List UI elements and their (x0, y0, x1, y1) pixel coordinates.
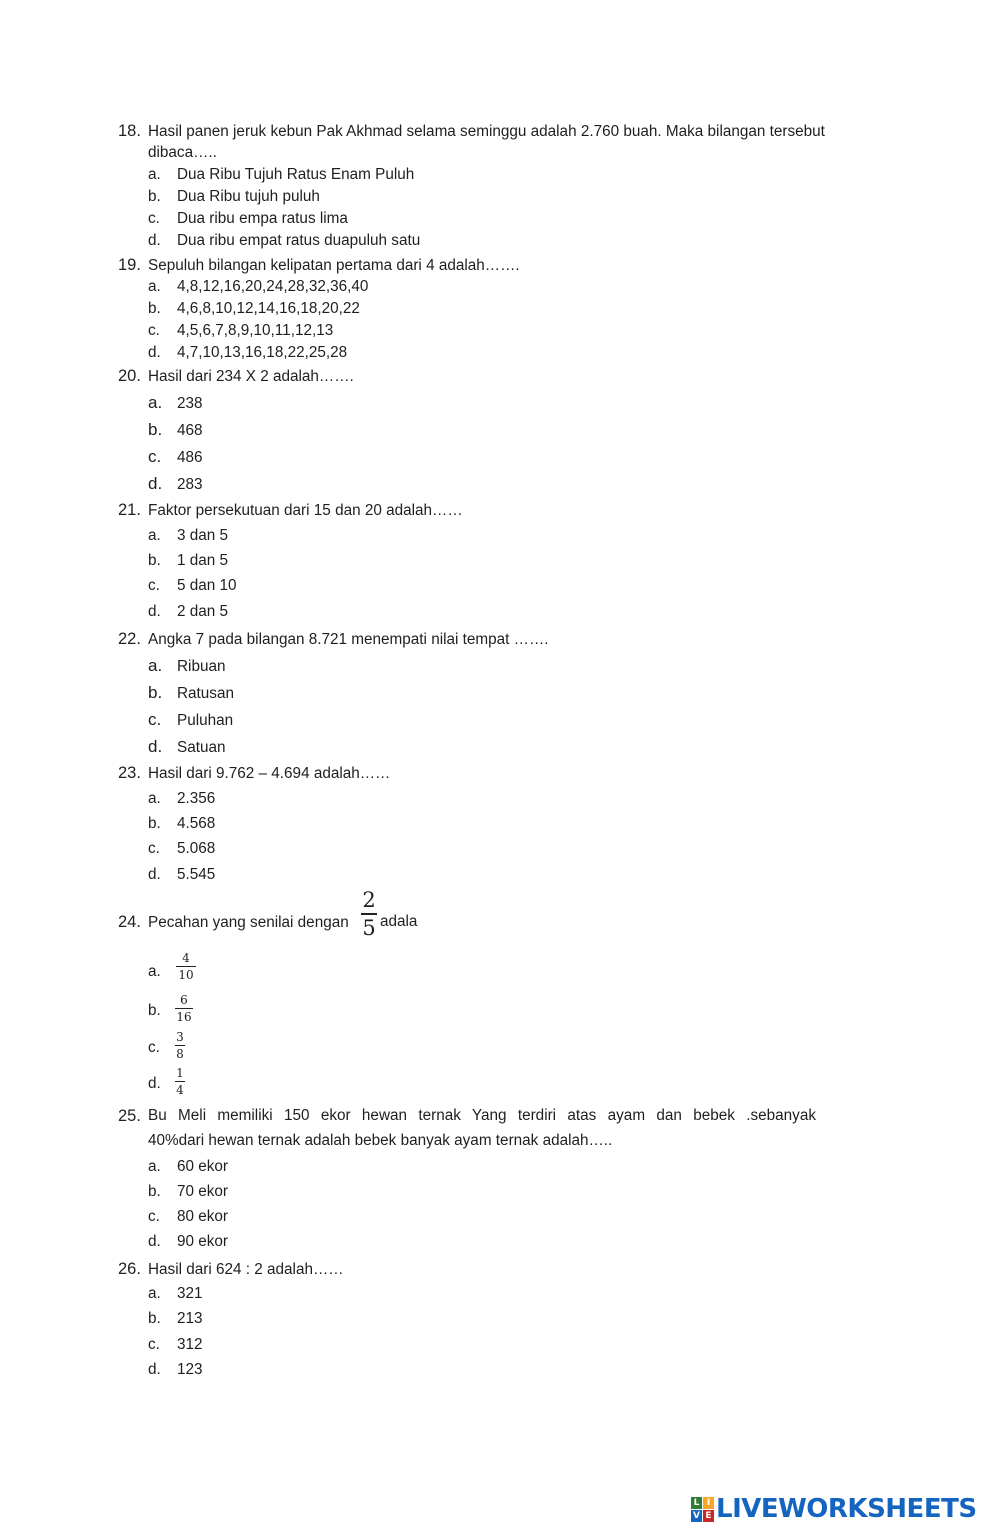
option-25c[interactable] (148, 1206, 228, 1228)
option-24d-fraction (175, 1066, 185, 1097)
option-text: 321 (177, 1285, 203, 1302)
question-26 (118, 1258, 344, 1281)
option-20a[interactable] (148, 392, 203, 415)
option-text: 4,7,10,13,16,18,22,25,28 (177, 344, 348, 361)
option-letter: d. (148, 866, 161, 883)
option-21c[interactable] (148, 575, 237, 597)
option-20c[interactable] (148, 446, 203, 469)
option-21b[interactable] (148, 550, 228, 572)
fraction-denominator: 16 (176, 1010, 192, 1024)
fraction-numerator: 2 (362, 888, 376, 912)
fraction-numerator: 1 (176, 1066, 184, 1080)
option-text: Ribuan (177, 658, 226, 675)
option-letter: a. (148, 527, 161, 544)
fraction-denominator: 8 (176, 1047, 184, 1061)
option-letter: a. (148, 656, 163, 675)
option-18b[interactable] (148, 186, 320, 208)
option-text: 312 (177, 1336, 203, 1353)
option-24c[interactable] (148, 1037, 177, 1059)
question-stem: Hasil dari 9.762 – 4.694 adalah…… (148, 765, 391, 782)
option-19b[interactable] (148, 298, 360, 320)
fraction-bar (361, 913, 377, 915)
option-text: 468 (177, 422, 203, 439)
option-22a[interactable] (148, 655, 225, 678)
liveworksheets-logo (691, 1494, 977, 1524)
question-number: 23. (118, 764, 141, 782)
question-number: 25. (118, 1107, 141, 1125)
option-26c[interactable] (148, 1334, 203, 1356)
question-number: 18. (118, 122, 141, 140)
question-number: 20. (118, 367, 141, 385)
option-letter: d. (148, 603, 161, 620)
option-26a[interactable] (148, 1283, 203, 1305)
option-letter: b. (148, 188, 161, 205)
option-letter: b. (148, 552, 161, 569)
fraction-denominator: 5 (362, 916, 376, 940)
option-text: Dua ribu empa ratus lima (177, 210, 348, 227)
option-letter: d. (148, 232, 161, 249)
option-text: 5.068 (177, 840, 216, 857)
option-text: 60 ekor (177, 1158, 229, 1175)
option-letter: d. (148, 344, 161, 361)
fraction-denominator: 4 (176, 1083, 184, 1097)
option-19d[interactable] (148, 342, 347, 364)
question-stem-continued: dibaca….. (148, 144, 217, 161)
option-18a[interactable] (148, 164, 414, 186)
option-letter: c. (148, 1336, 160, 1353)
option-letter: a. (148, 1158, 161, 1175)
option-23a[interactable] (148, 788, 215, 810)
option-letter: a. (148, 393, 163, 412)
option-text: 123 (177, 1361, 203, 1378)
question-number: 19. (118, 256, 141, 274)
question-stem: Hasil dari 624 : 2 adalah…… (148, 1261, 344, 1278)
logo-mark-letter: E (703, 1510, 714, 1522)
option-26b[interactable] (148, 1308, 203, 1330)
fraction-numerator: 4 (182, 951, 190, 965)
option-text: 5.545 (177, 866, 216, 883)
question-18 (118, 120, 825, 143)
option-letter: b. (148, 683, 163, 702)
question-number: 21. (118, 501, 141, 519)
option-25a[interactable] (148, 1156, 228, 1178)
option-letter: c. (148, 322, 160, 339)
option-text: 238 (177, 395, 203, 412)
option-24c-fraction (175, 1030, 185, 1061)
option-25b[interactable] (148, 1181, 228, 1203)
option-letter: d. (148, 474, 163, 493)
option-23c[interactable] (148, 838, 215, 860)
option-text: 4.568 (177, 815, 216, 832)
question-stem: Angka 7 pada bilangan 8.721 menempati nilai tempat ……. (148, 631, 549, 648)
option-20d[interactable] (148, 473, 203, 496)
option-text: Dua Ribu tujuh puluh (177, 188, 320, 205)
question-number: 22. (118, 630, 141, 648)
option-18c[interactable] (148, 208, 348, 230)
question-22 (118, 628, 549, 651)
question-stem: Bu Meli memiliki 150 ekor hewan ternak Yang terdiri atas ayam dan bebek .sebanyak (148, 1107, 816, 1124)
question-stem-tail: adala (380, 913, 418, 930)
option-letter: b. (148, 1310, 161, 1327)
option-text: 213 (177, 1310, 203, 1327)
option-letter: b. (148, 420, 163, 439)
option-text: 2.356 (177, 790, 216, 807)
option-letter: c. (148, 447, 162, 466)
option-letter: c. (148, 577, 160, 594)
question-stem: Pecahan yang senilai dengan (148, 914, 349, 931)
option-letter: a. (148, 963, 161, 980)
question-stem: Hasil panen jeruk kebun Pak Akhmad selama seminggu adalah 2.760 buah. Maka bilangan tersebut (148, 123, 825, 140)
option-text: Satuan (177, 739, 226, 756)
logo-mark-letter: I (703, 1497, 714, 1509)
option-letter: c. (148, 210, 160, 227)
option-24a-fraction (176, 951, 196, 982)
option-text: 486 (177, 449, 203, 466)
question-number: 24. (118, 913, 141, 931)
fraction-bar (175, 1081, 185, 1082)
option-text: 70 ekor (177, 1183, 229, 1200)
option-text: 5 dan 10 (177, 577, 237, 594)
option-21a[interactable] (148, 525, 228, 547)
option-letter: a. (148, 790, 161, 807)
option-letter: c. (148, 840, 160, 857)
question-21 (118, 499, 463, 522)
option-text: Ratusan (177, 685, 234, 702)
option-text: Puluhan (177, 712, 234, 729)
option-24b-fraction (175, 993, 193, 1024)
option-24a[interactable] (148, 961, 177, 983)
option-letter: a. (148, 278, 161, 295)
option-22d[interactable] (148, 736, 225, 759)
option-23b[interactable] (148, 813, 215, 835)
option-text: Dua ribu empat ratus duapuluh satu (177, 232, 421, 249)
option-letter: a. (148, 1285, 161, 1302)
option-text: 1 dan 5 (177, 552, 229, 569)
option-24b[interactable] (148, 1000, 177, 1022)
option-text: 80 ekor (177, 1208, 229, 1225)
option-23d[interactable] (148, 864, 215, 886)
option-21d[interactable] (148, 601, 228, 623)
option-text: 4,8,12,16,20,24,28,32,36,40 (177, 278, 369, 295)
question-stem: Faktor persekutuan dari 15 dan 20 adalah…… (148, 502, 463, 519)
question-25-number (118, 1105, 148, 1128)
option-text: 4,5,6,7,8,9,10,11,12,13 (177, 322, 334, 339)
option-text: Dua Ribu Tujuh Ratus Enam Puluh (177, 166, 415, 183)
option-letter: d. (148, 1361, 161, 1378)
option-26d[interactable] (148, 1359, 203, 1381)
question-20 (118, 365, 354, 388)
question-stem-continued: 40%dari hewan ternak adalah bebek banyak ayam ternak adalah….. (148, 1132, 613, 1149)
option-22b[interactable] (148, 682, 234, 705)
logo-mark-letter: L (691, 1497, 702, 1509)
logo-mark-icon (691, 1497, 713, 1521)
option-20b[interactable] (148, 419, 203, 442)
option-text: 90 ekor (177, 1233, 229, 1250)
fraction-bar (176, 966, 196, 967)
option-text: 2 dan 5 (177, 603, 229, 620)
option-text: 4,6,8,10,12,14,16,18,20,22 (177, 300, 360, 317)
logo-mark-letter: V (691, 1510, 702, 1522)
option-text: 283 (177, 476, 203, 493)
option-letter: d. (148, 1075, 161, 1092)
question-23 (118, 762, 390, 785)
option-18d[interactable] (148, 230, 420, 252)
fraction-denominator: 10 (178, 968, 194, 982)
fraction-numerator: 3 (176, 1030, 184, 1044)
option-letter: b. (148, 300, 161, 317)
stem-fraction (361, 889, 377, 939)
option-25d[interactable] (148, 1231, 228, 1253)
option-text: 3 dan 5 (177, 527, 229, 544)
option-letter: b. (148, 1183, 161, 1200)
option-letter: c. (148, 1208, 160, 1225)
logo-text: LIVEWORKSHEETS (716, 1494, 977, 1524)
option-letter: b. (148, 815, 161, 832)
option-22c[interactable] (148, 709, 233, 732)
question-stem: Hasil dari 234 X 2 adalah……. (148, 368, 354, 385)
question-stem-after (380, 911, 417, 933)
option-letter: a. (148, 166, 161, 183)
option-letter: b. (148, 1002, 161, 1019)
option-letter: d. (148, 737, 163, 756)
question-stem: Sepuluh bilangan kelipatan pertama dari 4 adalah……. (148, 257, 520, 274)
fraction-bar (175, 1045, 185, 1046)
option-letter: d. (148, 1233, 161, 1250)
option-24d[interactable] (148, 1073, 177, 1095)
option-letter: c. (148, 1039, 160, 1056)
question-19 (118, 254, 520, 277)
fraction-numerator: 6 (180, 993, 188, 1007)
option-19a[interactable] (148, 276, 368, 298)
fraction-bar (175, 1008, 193, 1009)
question-24 (118, 911, 349, 934)
option-19c[interactable] (148, 320, 333, 342)
question-number: 26. (118, 1260, 141, 1278)
option-letter: c. (148, 710, 162, 729)
